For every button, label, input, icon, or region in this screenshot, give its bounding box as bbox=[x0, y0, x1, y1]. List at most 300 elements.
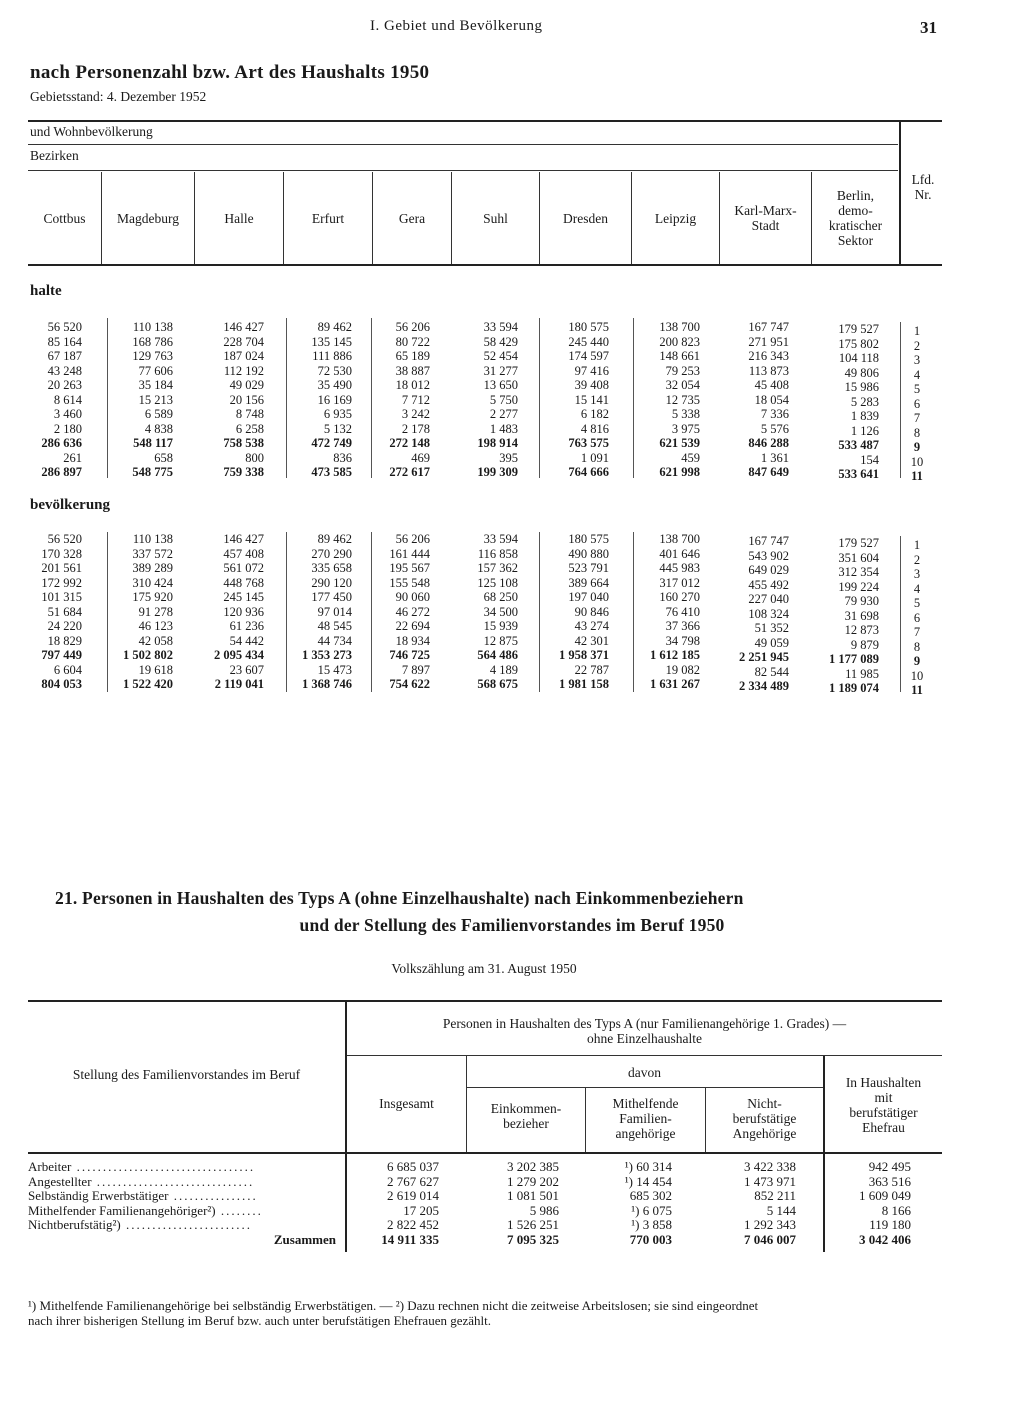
table-cell: 49 806 bbox=[844, 365, 879, 380]
table1-lfd-divider bbox=[899, 120, 901, 266]
table-cell: 6 935 bbox=[323, 407, 352, 421]
table-cell: 38 887 bbox=[395, 363, 430, 378]
table1-sub-header: Bezirken bbox=[30, 148, 79, 163]
table-cell: 3 bbox=[913, 353, 921, 367]
table-cell: 77 606 bbox=[138, 363, 173, 378]
table-cell: 116 858 bbox=[477, 546, 518, 561]
table-cell: 15 141 bbox=[574, 392, 609, 407]
table-cell: 6 bbox=[913, 610, 921, 625]
table-cell: 18 054 bbox=[754, 392, 789, 407]
table-cell: 5 bbox=[913, 596, 921, 610]
table-cell: 31 277 bbox=[483, 363, 518, 378]
table-cell: 2 bbox=[913, 338, 921, 353]
table-cell: 138 700 bbox=[659, 532, 700, 546]
table-cell: 35 184 bbox=[138, 378, 173, 392]
table-cell: 459 bbox=[681, 450, 700, 465]
leader-dots: ........................ bbox=[120, 1218, 252, 1233]
table-cell: 168 786 bbox=[132, 334, 173, 349]
table-cell: 804 053 bbox=[41, 677, 82, 691]
table-cell: 4 bbox=[913, 367, 921, 382]
table-cell: 1 279 202 bbox=[507, 1173, 559, 1189]
table-cell: 2 619 014 bbox=[387, 1188, 439, 1204]
table-cell: 9 879 bbox=[850, 637, 879, 652]
table-cell: 228 704 bbox=[223, 334, 264, 349]
table-cell: 58 429 bbox=[483, 334, 518, 349]
section2-col-gera bbox=[374, 532, 430, 692]
section2-col-erfurt bbox=[288, 532, 352, 692]
col-header-suhl: Suhl bbox=[483, 210, 508, 226]
table-cell: 8 166 bbox=[881, 1202, 911, 1218]
col-header-lfd-nr: Lfd. Nr. bbox=[911, 172, 935, 202]
table-cell: 649 029 bbox=[748, 563, 789, 577]
table-cell: 6 258 bbox=[235, 421, 264, 436]
table-cell: 7 046 007 bbox=[744, 1231, 796, 1247]
table-cell: 180 575 bbox=[568, 532, 609, 546]
table-cell: 4 838 bbox=[144, 421, 173, 436]
section1-vline bbox=[286, 318, 287, 478]
table-cell: 11 985 bbox=[845, 666, 879, 681]
row-label: Zusammen bbox=[273, 1231, 336, 1247]
table-cell: 457 408 bbox=[223, 546, 264, 561]
table-cell: 5 986 bbox=[529, 1202, 559, 1218]
table-cell: 455 492 bbox=[748, 577, 789, 592]
table-cell: 1 502 802 bbox=[123, 648, 173, 662]
section2-vline bbox=[371, 532, 372, 692]
table2-stub-header: Stellung des Familienvorstandes im Beruf bbox=[72, 1067, 301, 1082]
table-cell: 199 309 bbox=[477, 465, 518, 479]
table-cell: 1 368 746 bbox=[302, 677, 352, 691]
table-cell: 2 334 489 bbox=[739, 679, 789, 693]
table-cell: 1 177 089 bbox=[829, 652, 879, 666]
section2-col-cottbus bbox=[28, 532, 82, 692]
table-cell: 135 145 bbox=[311, 334, 352, 349]
table-cell: 35 490 bbox=[317, 378, 352, 392]
table-cell: 800 bbox=[245, 450, 264, 465]
table-cell: 56 206 bbox=[395, 532, 430, 546]
table-cell: 1 292 343 bbox=[744, 1217, 796, 1233]
table2-title-line1: 21. Personen in Haushalten des Typs A (ohne Einzelhaushalte) nach Einkommenbeziehern bbox=[55, 888, 744, 908]
table-cell: 271 951 bbox=[748, 334, 789, 349]
col-header-berlin: Berlin, demo- kratischer Sektor bbox=[828, 188, 883, 248]
table-cell: 270 290 bbox=[311, 546, 352, 561]
table-cell: 85 164 bbox=[47, 334, 82, 349]
table-cell: 56 520 bbox=[47, 320, 82, 334]
table-cell: 836 bbox=[333, 450, 352, 465]
table-cell: 7 bbox=[913, 411, 921, 425]
table-cell: 108 324 bbox=[748, 606, 789, 621]
table-cell: 34 798 bbox=[665, 633, 700, 648]
table-cell: 472 749 bbox=[311, 436, 352, 450]
section1-col-gera bbox=[374, 320, 430, 480]
table-cell: 1 126 bbox=[850, 423, 879, 438]
table-cell: 1 631 267 bbox=[650, 677, 700, 691]
table-cell: 23 607 bbox=[229, 662, 264, 677]
row-label: Mithelfender Familienangehöriger²) ........ bbox=[28, 1203, 263, 1218]
section1-vline bbox=[371, 318, 372, 478]
table-cell: 2 822 452 bbox=[387, 1217, 439, 1233]
section2-col-dresden bbox=[542, 532, 609, 692]
table-cell: 9 bbox=[913, 654, 921, 668]
table-cell: 3 975 bbox=[671, 421, 700, 436]
table-cell: 523 791 bbox=[568, 561, 609, 575]
table-cell: 7 712 bbox=[401, 392, 430, 407]
table-cell: 389 289 bbox=[132, 561, 173, 575]
table-cell: 2 bbox=[913, 552, 921, 567]
section1-col-suhl bbox=[455, 320, 518, 480]
table-cell: 6 685 037 bbox=[387, 1159, 439, 1174]
table-cell: 216 343 bbox=[748, 349, 789, 363]
table-cell: 22 787 bbox=[574, 662, 609, 677]
table-cell: 52 454 bbox=[483, 349, 518, 363]
table-cell: 5 bbox=[913, 382, 921, 396]
table-cell: 5 283 bbox=[850, 394, 879, 409]
table-cell: 15 939 bbox=[483, 619, 518, 633]
table2-col-mithelfend-values bbox=[586, 1160, 672, 1248]
table-cell: 33 594 bbox=[483, 532, 518, 546]
table1-group-rule bbox=[28, 144, 898, 145]
table-cell: ¹) 3 858 bbox=[631, 1217, 672, 1233]
col-header-cottbus: Cottbus bbox=[43, 210, 86, 226]
table-cell: 157 362 bbox=[477, 561, 518, 575]
section2-col-magdeburg bbox=[110, 532, 173, 692]
table2-group-header: Personen in Haushalten des Typs A (nur Familienangehörige 1. Grades) — ohne Einzelhaushalte bbox=[442, 1016, 847, 1046]
table-cell: 3 422 338 bbox=[744, 1159, 796, 1174]
table-cell: 942 495 bbox=[868, 1159, 911, 1174]
table-cell: 34 500 bbox=[483, 604, 518, 619]
table-cell: 37 366 bbox=[665, 619, 700, 633]
table2-group-rule bbox=[347, 1055, 942, 1056]
table1-sub-rule bbox=[28, 170, 898, 171]
section2-col-karl-marx-stadt bbox=[722, 534, 789, 694]
table-cell: 175 920 bbox=[132, 590, 173, 604]
table-cell: 8 748 bbox=[235, 407, 264, 421]
table2-davon: davon bbox=[628, 1065, 661, 1080]
table-cell: 104 118 bbox=[838, 351, 879, 365]
table-cell: 5 576 bbox=[760, 421, 789, 436]
table-cell: 91 278 bbox=[138, 604, 173, 619]
section1-col-lfd-nr bbox=[905, 324, 929, 484]
table-cell: 6 182 bbox=[580, 407, 609, 421]
section1-vline bbox=[633, 318, 634, 478]
table-cell: 286 636 bbox=[41, 436, 82, 450]
table-cell: 3 242 bbox=[401, 407, 430, 421]
table-cell: 1 361 bbox=[760, 450, 789, 465]
table-cell: 197 040 bbox=[568, 590, 609, 604]
table2-davon-rule bbox=[466, 1087, 823, 1088]
section2-label: bevölkerung bbox=[30, 497, 111, 513]
section2-col-lfd-nr bbox=[905, 538, 929, 698]
table-cell: 6 bbox=[913, 396, 921, 411]
table-cell: 5 750 bbox=[489, 392, 518, 407]
table1-top-rule bbox=[28, 120, 942, 122]
section2-vline bbox=[286, 532, 287, 692]
table-cell: 179 527 bbox=[838, 322, 879, 336]
col-header-magdeburg: Magdeburg bbox=[117, 210, 179, 226]
section2-col-leipzig bbox=[636, 532, 700, 692]
table-cell: 7 bbox=[913, 625, 921, 639]
table-cell: 32 054 bbox=[665, 378, 700, 392]
table-cell: 129 763 bbox=[132, 349, 173, 363]
table-cell: 120 936 bbox=[223, 604, 264, 619]
table-cell: 4 189 bbox=[489, 662, 518, 677]
section2-vline bbox=[633, 532, 634, 692]
table-cell: 363 516 bbox=[868, 1173, 911, 1189]
table-cell: 15 213 bbox=[138, 392, 173, 407]
table2-col-insgesamt-values bbox=[347, 1160, 439, 1248]
table-cell: 45 408 bbox=[754, 378, 789, 392]
table-cell: 51 684 bbox=[47, 604, 82, 619]
table-cell: 2 251 945 bbox=[739, 650, 789, 664]
table-cell: 3 042 406 bbox=[859, 1231, 911, 1247]
table-cell: 533 641 bbox=[838, 467, 879, 481]
section2-col-berlin bbox=[812, 536, 879, 696]
table-cell: 146 427 bbox=[223, 532, 264, 546]
table-cell: 19 618 bbox=[138, 662, 173, 677]
table-cell: 401 646 bbox=[659, 546, 700, 561]
table-cell: 125 108 bbox=[477, 575, 518, 590]
table-cell: 847 649 bbox=[748, 465, 789, 479]
section1-col-cottbus bbox=[28, 320, 82, 480]
table-cell: 2 767 627 bbox=[387, 1173, 439, 1189]
table-cell: 43 248 bbox=[47, 363, 82, 378]
table-cell: 1 522 420 bbox=[123, 677, 173, 691]
table2-col-nicht: Nicht- berufstätige Angehörige bbox=[732, 1096, 797, 1141]
table-cell: 770 003 bbox=[629, 1231, 672, 1247]
leader-dots: ........ bbox=[215, 1203, 263, 1218]
table-cell: 160 270 bbox=[659, 590, 700, 604]
table-cell: 101 315 bbox=[41, 590, 82, 604]
table-cell: 200 823 bbox=[659, 334, 700, 349]
table-cell: 119 180 bbox=[869, 1217, 911, 1233]
table-cell: 1 353 273 bbox=[302, 648, 352, 662]
table-cell: 167 747 bbox=[748, 320, 789, 334]
table-cell: 548 117 bbox=[133, 436, 173, 450]
table2-top-rule bbox=[28, 1000, 942, 1002]
table-cell: 1 081 501 bbox=[507, 1188, 559, 1204]
table-cell: 56 206 bbox=[395, 320, 430, 334]
table-cell: 7 336 bbox=[760, 407, 789, 421]
leader-dots: .............................. bbox=[91, 1174, 255, 1189]
table-cell: 22 694 bbox=[395, 619, 430, 633]
table-cell: ¹) 60 314 bbox=[624, 1159, 672, 1174]
table-cell: 65 189 bbox=[395, 349, 430, 363]
table-cell: 1 483 bbox=[489, 421, 518, 436]
table-cell: 317 012 bbox=[659, 575, 700, 590]
section1-col-halle bbox=[200, 320, 264, 480]
table-cell: 154 bbox=[860, 452, 879, 467]
table-cell: 49 059 bbox=[754, 635, 789, 650]
table-cell: 445 983 bbox=[659, 561, 700, 575]
table-cell: 389 664 bbox=[568, 575, 609, 590]
table-cell: 90 846 bbox=[574, 604, 609, 619]
table2-col-mithelfend: Mithelfende Familien- angehörige bbox=[612, 1096, 679, 1141]
table2-col-insgesamt: Insgesamt bbox=[379, 1096, 434, 1111]
table-cell: 42 058 bbox=[138, 633, 173, 648]
table-cell: 543 902 bbox=[748, 548, 789, 563]
table-cell: 90 060 bbox=[395, 590, 430, 604]
table-cell: 5 144 bbox=[766, 1202, 796, 1218]
table2-subtitle: Volkszählung am 31. August 1950 bbox=[391, 961, 577, 976]
table-cell: 18 012 bbox=[395, 378, 430, 392]
table-cell: 46 272 bbox=[395, 604, 430, 619]
table-cell: 1 839 bbox=[850, 409, 879, 423]
table-cell: 68 250 bbox=[483, 590, 518, 604]
table-cell: 199 224 bbox=[838, 579, 879, 594]
table-cell: 89 462 bbox=[317, 532, 352, 546]
table-cell: 310 424 bbox=[132, 575, 173, 590]
table-cell: 138 700 bbox=[659, 320, 700, 334]
table-cell: 272 617 bbox=[389, 465, 430, 479]
table-cell: 113 873 bbox=[748, 363, 789, 378]
table-cell: 110 138 bbox=[132, 532, 173, 546]
section1-col-berlin bbox=[815, 322, 879, 482]
table1-subtitle: Gebietsstand: 4. Dezember 1952 bbox=[30, 89, 207, 104]
table-cell: 89 462 bbox=[317, 320, 352, 334]
table-cell: 763 575 bbox=[568, 436, 609, 450]
table-cell: 395 bbox=[499, 450, 518, 465]
row-label: Nichtberufstätig²) ........................ bbox=[28, 1218, 252, 1233]
footnote-line1: ¹) Mithelfende Familienangehörige bei selbständig Erwerbstätigen. — ²) Dazu rechnen nicht die zeitweise Arbeitslosen; sie sind eingeordnet bbox=[28, 1298, 759, 1313]
table-cell: 8 bbox=[913, 639, 921, 654]
table-cell: 1 609 049 bbox=[859, 1188, 911, 1204]
table-cell: 1 526 251 bbox=[507, 1217, 559, 1233]
table2-header-bottom-rule bbox=[28, 1152, 942, 1154]
table-cell: 3 460 bbox=[53, 407, 82, 421]
table-cell: 33 594 bbox=[483, 320, 518, 334]
table-cell: 568 675 bbox=[477, 677, 518, 691]
table-cell: 286 897 bbox=[41, 465, 82, 479]
table-cell: 758 538 bbox=[223, 436, 264, 450]
section1-col-dresden bbox=[545, 320, 609, 480]
table-cell: 1 612 185 bbox=[650, 648, 700, 662]
table-cell: 227 040 bbox=[748, 592, 789, 606]
table-cell: 161 444 bbox=[389, 546, 430, 561]
table2-title-line2: und der Stellung des Familienvorstandes im Beruf 1950 bbox=[299, 915, 725, 935]
section1-col-karl-marx-stadt bbox=[725, 320, 789, 480]
table-cell: 148 661 bbox=[659, 349, 700, 363]
table2-col-einkommen: Einkommen- bezieher bbox=[490, 1101, 562, 1131]
table-cell: 3 bbox=[913, 567, 921, 581]
table-cell: 18 829 bbox=[47, 633, 82, 648]
table-cell: 6 589 bbox=[144, 407, 173, 421]
table-cell: 61 236 bbox=[229, 619, 264, 633]
table-cell: 97 014 bbox=[317, 604, 352, 619]
table1-header-bottom-rule bbox=[28, 264, 942, 266]
col-header-gera: Gera bbox=[398, 210, 426, 226]
table-cell: 621 539 bbox=[659, 436, 700, 450]
table-cell: 490 880 bbox=[568, 546, 609, 561]
table-cell: 51 352 bbox=[754, 621, 789, 635]
col-header-erfurt: Erfurt bbox=[311, 210, 345, 226]
table-cell: 754 622 bbox=[389, 677, 430, 691]
table-cell: 111 886 bbox=[312, 349, 352, 363]
section1-label: halte bbox=[30, 283, 62, 299]
table-cell: 54 442 bbox=[229, 633, 264, 648]
table-cell: 10 bbox=[910, 454, 924, 469]
col-header-halle: Halle bbox=[224, 210, 254, 226]
table-cell: 18 934 bbox=[395, 633, 430, 648]
section1-vline bbox=[107, 318, 108, 478]
table-cell: 7 095 325 bbox=[507, 1231, 559, 1247]
table-cell: 179 527 bbox=[838, 536, 879, 550]
table-cell: 448 768 bbox=[223, 575, 264, 590]
section2-col-suhl bbox=[455, 532, 518, 692]
section1-col-magdeburg bbox=[110, 320, 173, 480]
col-header-dresden: Dresden bbox=[563, 210, 608, 226]
table-cell: 80 722 bbox=[395, 334, 430, 349]
table-cell: 110 138 bbox=[132, 320, 173, 334]
table-cell: 1 981 158 bbox=[559, 677, 609, 691]
table-cell: 11 bbox=[911, 469, 923, 483]
table-cell: 39 408 bbox=[574, 378, 609, 392]
table-cell: 3 202 385 bbox=[507, 1159, 559, 1174]
table-cell: 16 169 bbox=[317, 392, 352, 407]
table-cell: ¹) 6 075 bbox=[631, 1202, 672, 1218]
table-cell: 335 658 bbox=[311, 561, 352, 575]
table-cell: 79 253 bbox=[665, 363, 700, 378]
table2-col-einkommen-values bbox=[467, 1160, 559, 1248]
section2-vline bbox=[539, 532, 540, 692]
table-cell: 19 082 bbox=[665, 662, 700, 677]
table-cell: 42 301 bbox=[574, 633, 609, 648]
running-head-section: I. Gebiet und Bevölkerung bbox=[370, 18, 543, 34]
table-cell: 11 bbox=[911, 683, 923, 697]
section2-vline bbox=[900, 536, 901, 692]
table-cell: 1 bbox=[913, 538, 921, 552]
table-cell: 12 873 bbox=[844, 623, 879, 637]
table-cell: 49 029 bbox=[229, 378, 264, 392]
row-label: Selbständig Erwerbstätiger ................ bbox=[28, 1189, 258, 1204]
col-header-karl-marx-stadt: Karl-Marx- Stadt bbox=[734, 203, 797, 233]
section2-vline bbox=[107, 532, 108, 692]
table-cell: 56 520 bbox=[47, 532, 82, 546]
table-cell: 272 148 bbox=[389, 436, 430, 450]
table2-col-nicht-values bbox=[706, 1160, 796, 1248]
table-cell: 846 288 bbox=[748, 436, 789, 450]
table-cell: 167 747 bbox=[748, 534, 789, 548]
section2-col-halle bbox=[196, 532, 264, 692]
table-cell: 13 650 bbox=[483, 378, 518, 392]
table-cell: 20 156 bbox=[229, 392, 264, 407]
table-cell: ¹) 14 454 bbox=[624, 1173, 672, 1189]
table-cell: 8 614 bbox=[53, 392, 82, 407]
table-cell: 9 bbox=[913, 440, 921, 454]
table-cell: 6 604 bbox=[53, 662, 82, 677]
table-cell: 7 897 bbox=[401, 662, 430, 677]
table-cell: 174 597 bbox=[568, 349, 609, 363]
table-cell: 261 bbox=[63, 450, 82, 465]
table-cell: 44 734 bbox=[317, 633, 352, 648]
table-cell: 533 487 bbox=[838, 438, 879, 452]
table-cell: 5 132 bbox=[323, 421, 352, 436]
page-number: 31 bbox=[920, 18, 937, 37]
table-cell: 2 095 434 bbox=[214, 648, 264, 662]
table-cell: 685 302 bbox=[629, 1188, 672, 1204]
table-cell: 76 410 bbox=[665, 604, 700, 619]
table-cell: 15 473 bbox=[317, 662, 352, 677]
table2-col-ehefrau: In Haushalten mit berufstätiger Ehefrau bbox=[845, 1075, 922, 1135]
table-cell: 31 698 bbox=[844, 608, 879, 623]
leader-dots: ................ bbox=[168, 1189, 258, 1204]
table-cell: 146 427 bbox=[223, 320, 264, 334]
table-cell: 746 725 bbox=[389, 648, 430, 662]
table-cell: 2 178 bbox=[401, 421, 430, 436]
table-cell: 290 120 bbox=[311, 575, 352, 590]
table-cell: 17 205 bbox=[403, 1202, 439, 1218]
table-cell: 561 072 bbox=[223, 561, 264, 575]
table-cell: 201 561 bbox=[41, 561, 82, 575]
table1-title: nach Personenzahl bzw. Art des Haushalts 1950 bbox=[30, 62, 430, 83]
